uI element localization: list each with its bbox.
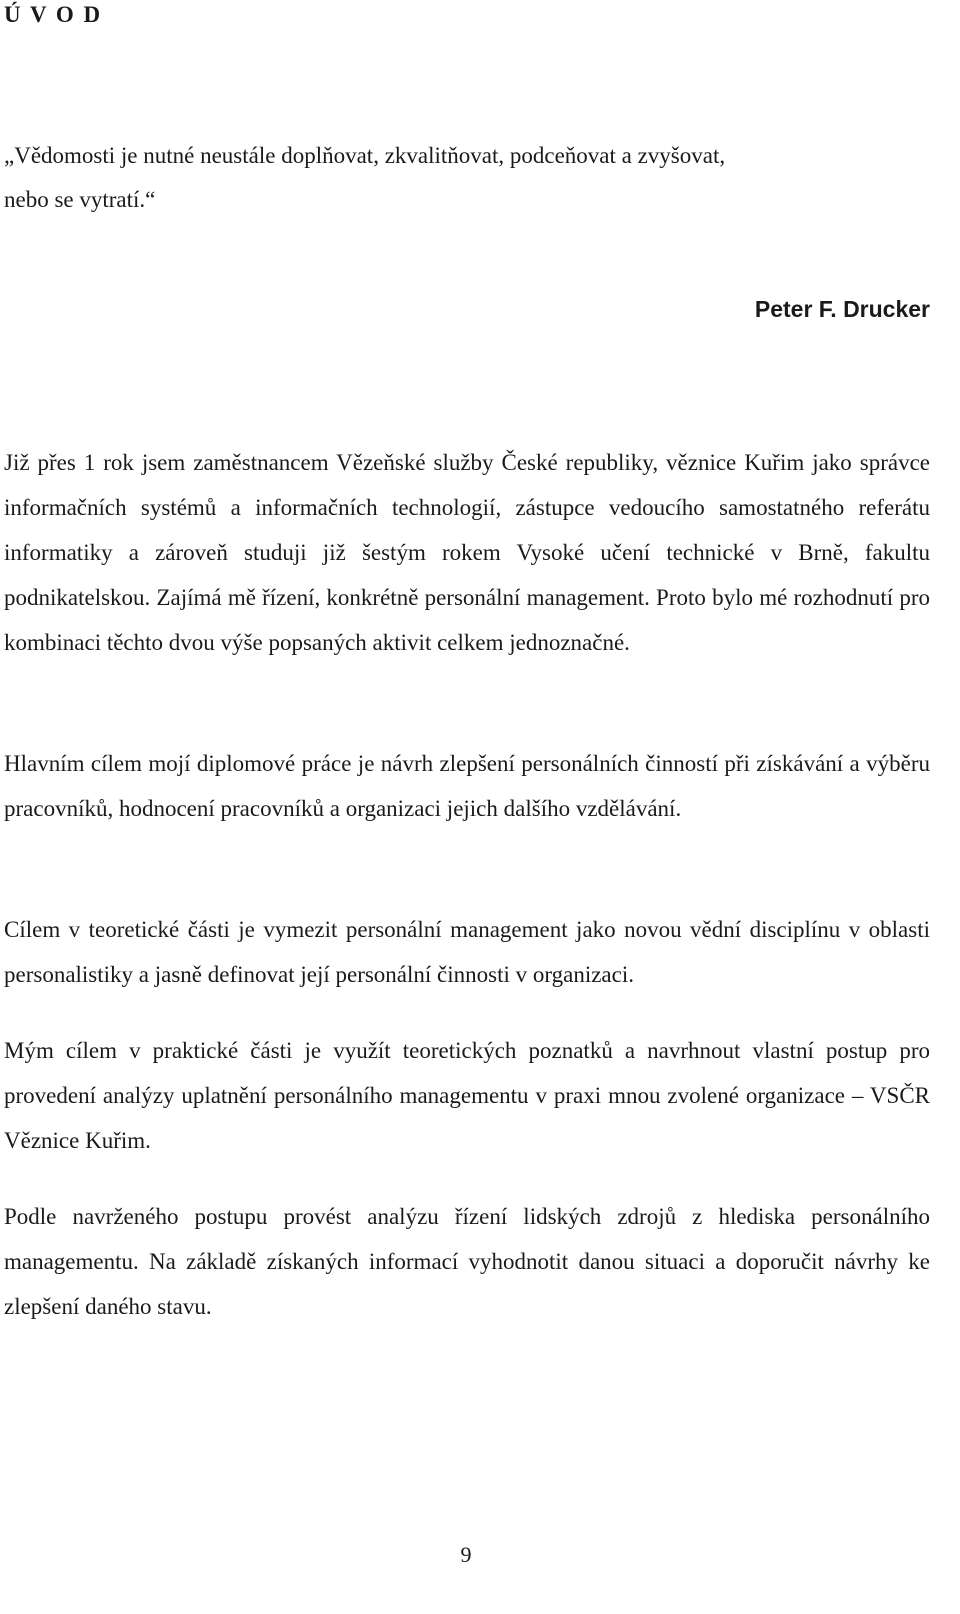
quote-author: Peter F. Drucker <box>754 296 930 322</box>
epigraph-quote <box>4 134 944 222</box>
quote-line-1: „Vědomosti je nutné neustále doplňovat, zkvalitňovat, podceňovat a zvyšovat, <box>4 143 726 168</box>
paragraph-theoretical-goal: Cílem v teoretické části je vymezit personální management jako novou vědní disciplínu v oblasti personalistiky a jasně definovat její personální činnosti v organizaci. <box>4 917 930 987</box>
quote-line-2: nebo se vytratí.“ <box>4 187 156 212</box>
paragraph-main-goal: Hlavním cílem mojí diplomové práce je návrh zlepšení personálních činností při získávání a výběru pracovníků, hodnocení pracovníků a organizaci jejich dalšího vzdělávání. <box>4 751 930 821</box>
paragraph-practical-goal: Mým cílem v praktické části je využít teoretických poznatků a navrhnout vlastní postup pro provedení analýzy uplatnění personálního managementu v praxi mnou zvolené organizace – VSČR Věznice Kuřim. <box>4 1038 930 1153</box>
page-number: 9 <box>460 1542 472 1567</box>
paragraph-introduction: Již přes 1 rok jsem zaměstnancem Vězeňské služby České republiky, věznice Kuřim jako správce informačních systémů a informačních technologií, zástupce vedoucího samostatného referátu informatiky a zároveň studuji již šestým rokem Vysoké učení technické v Brně, fakultu podnikatelskou. Zajímá mě řízení, konkrétně personální management. Proto bylo mé rozhodnutí pro kombinaci těchto dvou výše popsaných aktivit celkem jednoznačné. <box>4 450 930 655</box>
paragraph-analysis: Podle navrženého postupu provést analýzu řízení lidských zdrojů z hlediska personálního managementu. Na základě získaných informací vyhodnotit danou situaci a doporučit návrhy ke zlepšení daného stavu. <box>4 1204 930 1319</box>
chapter-heading: Ú V O D <box>4 2 103 27</box>
